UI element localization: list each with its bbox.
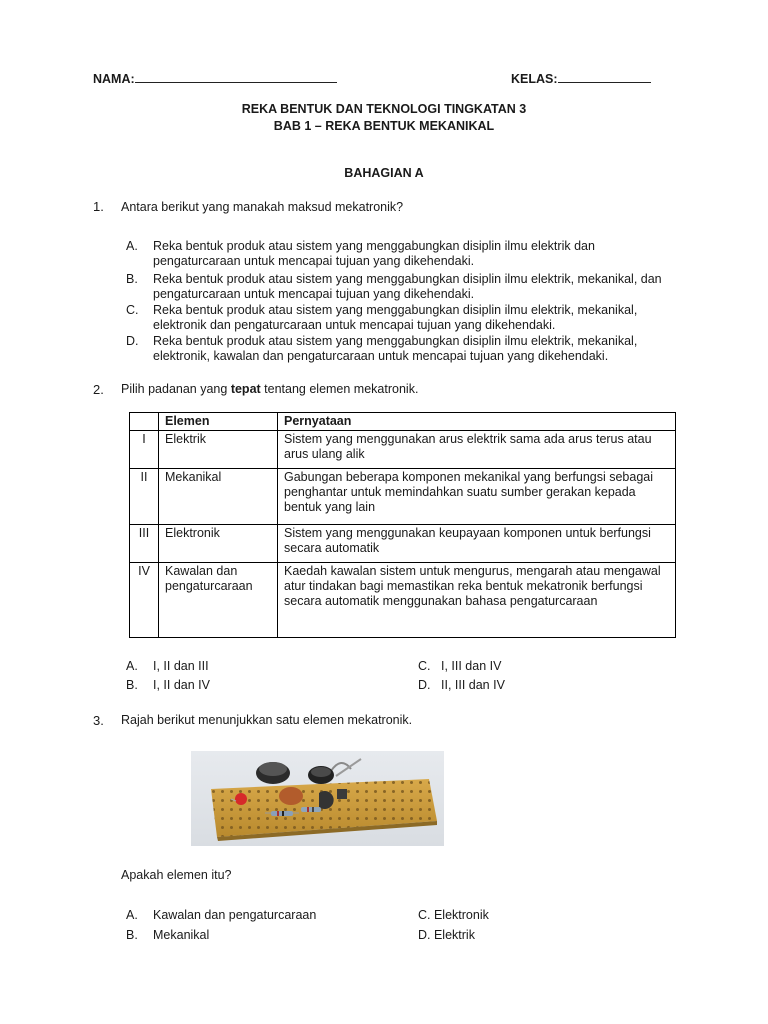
table-cell-pernyataan: Gabungan beberapa komponen mekanikal yang berfungsi sebagai penghantar untuk memindahkan suatu sumber gerakan kepada bentuk yang lain — [278, 469, 676, 525]
q2-option-a-letter: A. — [126, 659, 138, 673]
table-header-pernyataan: Pernyataan — [278, 413, 676, 431]
q1-text: Antara berikut yang manakah maksud mekatronik? — [121, 200, 404, 214]
q1-option-b-line1: Reka bentuk produk atau sistem yang menggabungkan disiplin ilmu elektrik, mekanikal, dan — [153, 272, 662, 286]
q2-option-b-letter: B. — [126, 678, 138, 692]
page-title-line2: BAB 1 – REKA BENTUK MEKANIKAL — [273, 119, 495, 133]
q2-option-c: I, III dan IV — [441, 659, 502, 673]
table-header-num — [130, 413, 159, 431]
q3-text: Rajah berikut menunjukkan satu elemen mekatronik. — [121, 713, 413, 727]
table-cell-num: I — [130, 431, 159, 469]
q2-text-before: Pilih padanan yang — [121, 382, 231, 396]
table-row — [130, 525, 676, 563]
q1-option-d-line1: Reka bentuk produk atau sistem yang menggabungkan disiplin ilmu elektrik, mekanikal, — [153, 334, 638, 348]
table-row — [130, 431, 676, 469]
q1-number: 1. — [93, 199, 104, 214]
nama-field — [93, 69, 337, 86]
page-title-line1: REKA BENTUK DAN TEKNOLOGI TINGKATAN 3 — [241, 102, 527, 116]
table-cell-elemen: Kawalan dan pengaturcaraan — [159, 563, 278, 638]
q2-option-d: II, III dan IV — [441, 678, 505, 692]
elemen-table — [129, 412, 676, 638]
q1-option-d-letter: D. — [126, 334, 139, 348]
table-cell-num: III — [130, 525, 159, 563]
q1-option-c — [153, 303, 688, 333]
q3-option-c: C. Elektronik — [418, 908, 489, 922]
q3-option-d: D. Elektrik — [418, 928, 475, 942]
nama-blank-line — [135, 69, 337, 83]
q1-option-a — [153, 239, 688, 269]
q2-option-d-letter: D. — [418, 678, 431, 692]
q2-text-bold: tepat — [230, 382, 261, 396]
table-cell-pernyataan: Kaedah kawalan sistem untuk mengurus, mengarah atau mengawal atur tindakan bagi memastikan reka bentuk mekatronik berfungsi secara automatik menggunakan bahasa pengaturcaraan — [278, 563, 676, 638]
q1-option-c-line2: elektronik dan pengaturcaraan untuk mencapai tujuan yang dikehendaki. — [153, 318, 556, 332]
table-cell-num: II — [130, 469, 159, 525]
table-row — [130, 563, 676, 638]
kelas-label: KELAS: — [511, 72, 558, 86]
q3-option-b: Mekanikal — [153, 928, 210, 942]
q1-option-a-letter: A. — [126, 239, 138, 253]
q2-option-b: I, II dan IV — [153, 678, 210, 692]
q1-option-d — [153, 334, 688, 364]
q2-option-c-letter: C. — [418, 659, 431, 673]
q3-question: Apakah elemen itu? — [121, 868, 232, 882]
q3-option-a-letter: A. — [126, 908, 138, 922]
table-cell-elemen: Mekanikal — [159, 469, 278, 525]
q1-option-b — [153, 272, 688, 302]
q2-option-a: I, II dan III — [153, 659, 209, 673]
q2-text-after: tentang elemen mekatronik. — [260, 382, 419, 396]
table-header-elemen: Elemen — [159, 413, 278, 431]
q1-option-b-line2: pengaturcaraan untuk mencapai tujuan yang dikehendaki. — [153, 287, 475, 301]
kelas-field — [511, 69, 651, 86]
table-cell-elemen: Elektrik — [159, 431, 278, 469]
section-heading: BAHAGIAN A — [344, 166, 424, 180]
q2-text — [121, 382, 418, 396]
q2-number: 2. — [93, 382, 104, 397]
q1-option-c-line1: Reka bentuk produk atau sistem yang menggabungkan disiplin ilmu elektrik, mekanikal, — [153, 303, 638, 317]
table-cell-pernyataan: Sistem yang menggunakan keupayaan komponen untuk berfungsi secara automatik — [278, 525, 676, 563]
q1-option-c-letter: C. — [126, 303, 139, 317]
table-row — [130, 469, 676, 525]
q3-number: 3. — [93, 713, 104, 728]
q1-option-a-line2: pengaturcaraan untuk mencapai tujuan yang dikehendaki. — [153, 254, 475, 268]
q1-option-b-letter: B. — [126, 272, 138, 286]
nama-label: NAMA: — [93, 72, 135, 86]
q3-option-a: Kawalan dan pengaturcaraan — [153, 908, 317, 922]
q1-option-d-line2: elektronik, kawalan dan pengaturcaraan untuk mencapai tujuan yang dikehendaki. — [153, 349, 609, 363]
q3-option-b-letter: B. — [126, 928, 138, 942]
circuit-board-photo — [191, 751, 444, 846]
table-cell-pernyataan: Sistem yang menggunakan arus elektrik sama ada arus terus atau arus ulang alik — [278, 431, 676, 469]
q1-option-a-line1: Reka bentuk produk atau sistem yang menggabungkan disiplin ilmu elektrik dan — [153, 239, 595, 253]
kelas-blank-line — [558, 69, 651, 83]
table-cell-elemen: Elektronik — [159, 525, 278, 563]
table-header-row — [130, 413, 676, 431]
table-cell-num: IV — [130, 563, 159, 638]
